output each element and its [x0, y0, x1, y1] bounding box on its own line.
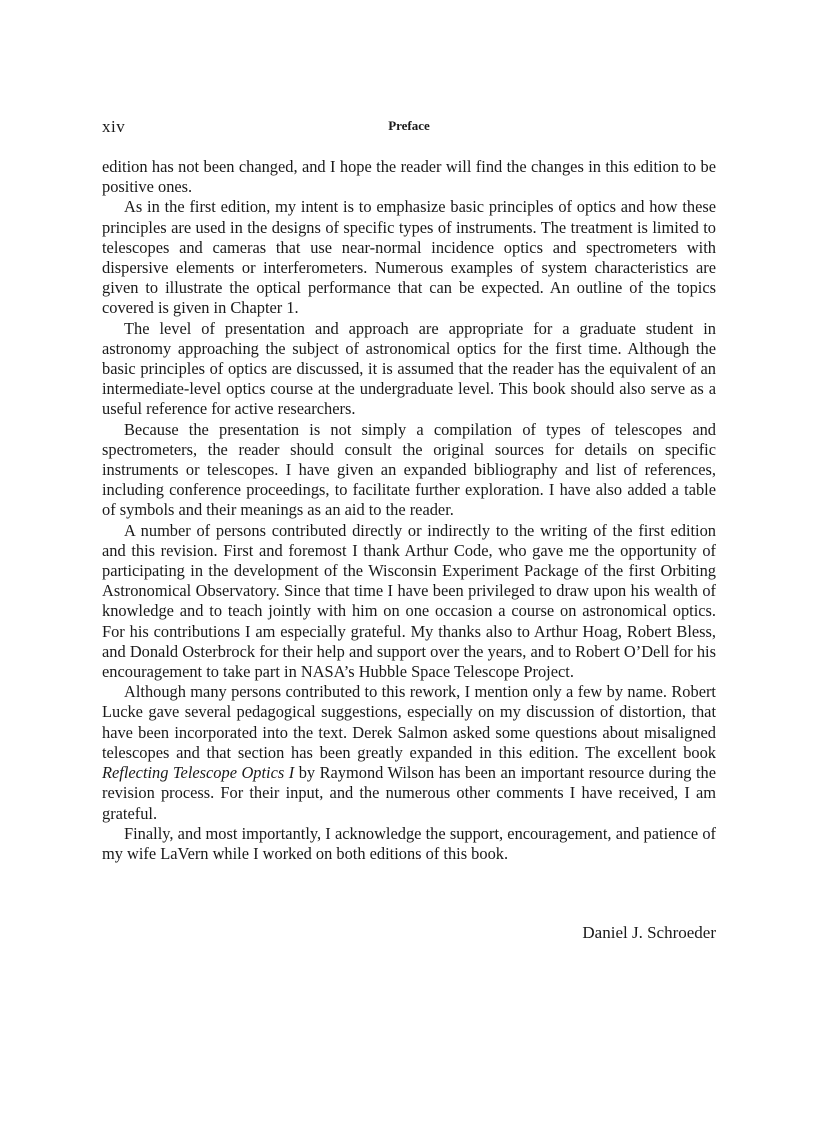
running-title: Preface [388, 118, 430, 133]
preface-body [102, 157, 716, 864]
page-number: xiv [102, 117, 126, 136]
paragraph-contributors-text-a: Although many persons contributed to this rework, I mention only a few by name. Robert Lucke gave several pedagogical suggestions, especially on my discussion of distortion, that have been incorporated into the text. Derek Salmon asked some questions about misaligned telescopes and that section has been greatly expanded in this edition. The excellent book [102, 682, 716, 762]
paragraph-contributors-text-b: by Raymond Wilson has been an important resource during the revision process. For their input, and the numerous other comments I have received, I am grateful. [102, 763, 716, 823]
paragraph-sources: Because the presentation is not simply a compilation of types of telescopes and spectrometers, the reader should consult the original sources for details on specific instruments or telescopes. I have given an expanded bibliography and list of references, including conference proceedings, to facilitate further exploration. I have also added a table of symbols and their meanings as an aid to the reader. [102, 419, 716, 520]
paragraph-intent: As in the first edition, my intent is to emphasize basic principles of optics and how these principles are used in the designs of specific types of instruments. The treatment is limited to telescopes and cameras that use near-normal incidence optics and spectrometers with dispersive elements or interferometers. Numerous examples of system characteristics are given to illustrate the optical performance that can be expected. An outline of the topics covered is given in Chapter 1. [102, 197, 716, 318]
running-head [102, 117, 716, 139]
paragraph-acknowledgments: A number of persons contributed directly or indirectly to the writing of the first edition and this revision. First and foremost I thank Arthur Code, who gave me the opportunity of participating in the development of the Wisconsin Experiment Package of the first Orbiting Astronomical Observatory. Since that time I have been privileged to draw upon his wealth of knowledge and to teach jointly with him on one occasion a course on astronomical optics. For his contributions I am especially grateful. My thanks also to Arthur Hoag, Robert Bless, and Donald Osterbrock for their help and support over the years, and to Robert O’Dell for his encouragement to take part in NASA’s Hubble Space Telescope Project. [102, 520, 716, 682]
paragraph-contributors [102, 682, 716, 823]
paragraph-final: Finally, and most importantly, I acknowledge the support, encouragement, and patience of my wife LaVern while I worked on both editions of this book. [102, 823, 716, 863]
book-title: Reflecting Telescope Optics I [102, 763, 295, 783]
author-signature: Daniel J. Schroeder [582, 923, 716, 942]
paragraph-level: The level of presentation and approach are appropriate for a graduate student in astronomy approaching the subject of astronomical optics for the first time. Although the basic principles of optics are discussed, it is assumed that the reader has the equivalent of an intermediate-level optics course at the undergraduate level. This book should also serve as a useful reference for active researchers. [102, 318, 716, 419]
paragraph-continued: edition has not been changed, and I hope the reader will find the changes in this edition to be positive ones. [102, 157, 716, 197]
